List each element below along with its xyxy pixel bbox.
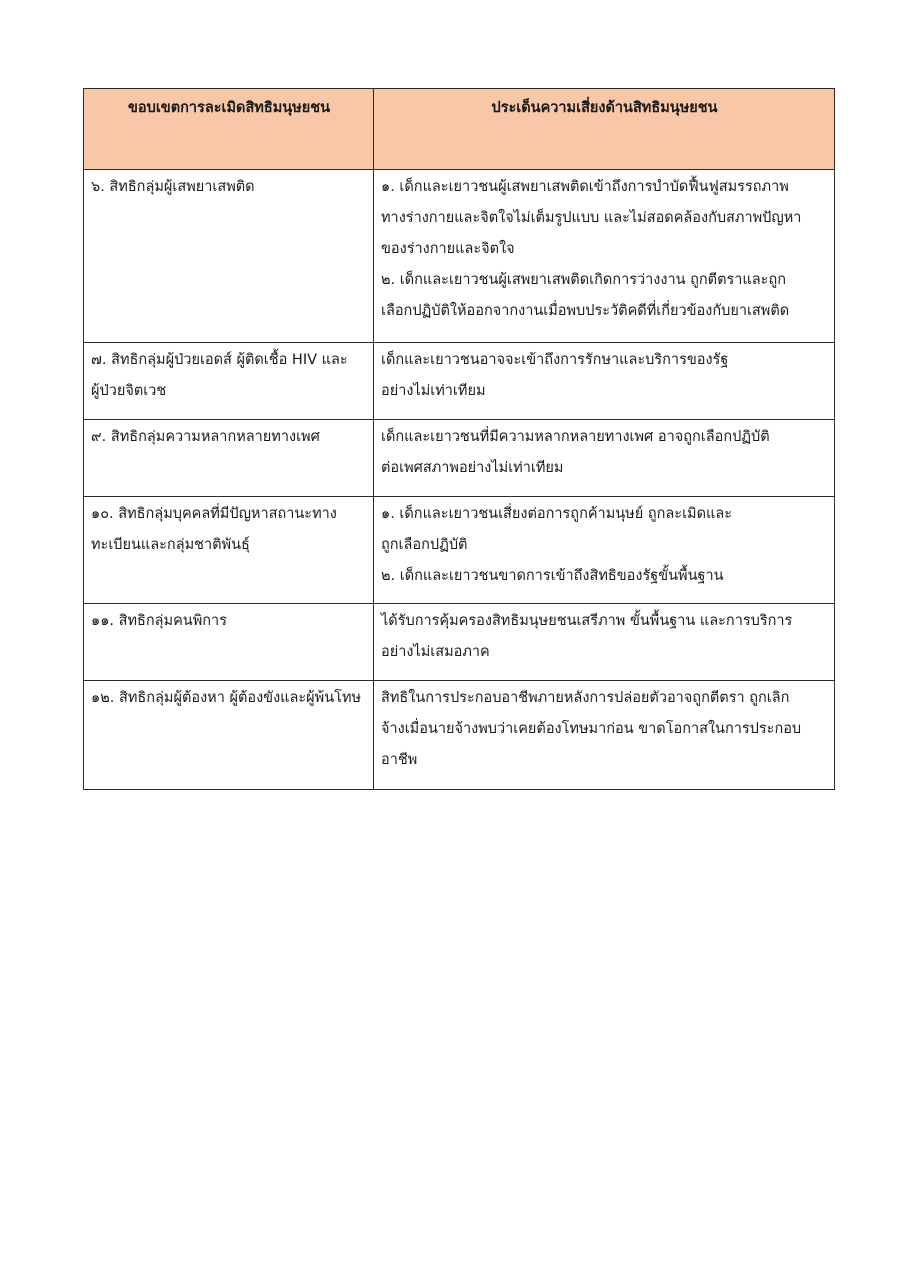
risk-cell [374, 343, 835, 420]
header-risk: ประเด็นความเสี่ยงด้านสิทธิมนุษยชน [374, 89, 835, 170]
scope-cell [84, 497, 374, 604]
risk-line: ได้รับการคุ้มครองสิทธิมนุษยชนเสรีภาพ ขั้นพื้นฐาน และการบริการ [381, 613, 793, 629]
risk-line: สิทธิในการประกอบอาชีพภายหลังการปล่อยตัวอาจถูกตีตรา ถูกเลิก [381, 690, 790, 706]
table-row [84, 604, 835, 681]
rights-risk-table [83, 88, 835, 790]
scope-line: ๙. สิทธิกลุ่มความหลากหลายทางเพศ [91, 429, 320, 445]
scope-line: ๑๐. สิทธิกลุ่มบุคคลที่มีปัญหาสถานะทาง [91, 506, 337, 522]
risk-line: ๒. เด็กและเยาวชนผู้เสพยาเสพติดเกิดการว่างงาน ถูกตีตราและถูก [381, 272, 787, 288]
risk-line: อย่างไม่เท่าเทียม [381, 383, 486, 399]
risk-line: ทางร่างกายและจิตใจไม่เต็มรูปแบบ และไม่สอดคล้องกับสภาพปัญหา [381, 210, 802, 226]
risk-line: ๑. เด็กและเยาวชนผู้เสพยาเสพติดเข้าถึงการบำบัดฟื้นฟูสมรรถภาพ [381, 179, 789, 195]
header-scope: ขอบเขตการละเมิดสิทธิมนุษยชน [84, 89, 374, 170]
table-row [84, 343, 835, 420]
table-row [84, 420, 835, 497]
risk-line: ๒. เด็กและเยาวชนขาดการเข้าถึงสิทธิของรัฐขั้นพื้นฐาน [381, 568, 724, 584]
scope-cell [84, 343, 374, 420]
scope-cell [84, 420, 374, 497]
risk-line: อาชีพ [381, 752, 418, 768]
risk-cell [374, 681, 835, 790]
risk-line: จ้างเมื่อนายจ้างพบว่าเคยต้องโทษมาก่อน ขาดโอกาสในการประกอบ [381, 721, 802, 737]
table-row [84, 170, 835, 343]
risk-line: ถูกเลือกปฏิบัติ [381, 537, 468, 553]
scope-cell [84, 604, 374, 681]
risk-cell [374, 420, 835, 497]
scope-line: ทะเบียนและกลุ่มชาติพันธุ์ [91, 537, 250, 553]
scope-line: ผู้ป่วยจิตเวช [91, 383, 167, 399]
risk-line: เด็กและเยาวชนที่มีความหลากหลายทางเพศ อาจถูกเลือกปฏิบัติ [381, 429, 770, 445]
risk-line: เด็กและเยาวชนอาจจะเข้าถึงการรักษาและบริการของรัฐ [381, 352, 729, 368]
scope-line: ๑๑. สิทธิกลุ่มคนพิการ [91, 613, 227, 629]
scope-cell [84, 170, 374, 343]
risk-cell [374, 497, 835, 604]
table-row [84, 497, 835, 604]
scope-line: ๑๒. สิทธิกลุ่มผู้ต้องหา ผู้ต้องขังและผู้พ้นโทษ [91, 690, 362, 706]
table-header-row [84, 89, 835, 170]
risk-line: ต่อเพศสภาพอย่างไม่เท่าเทียม [381, 460, 564, 476]
table-row [84, 681, 835, 790]
risk-cell [374, 604, 835, 681]
risk-line: อย่างไม่เสมอภาค [381, 644, 490, 660]
risk-line: เลือกปฏิบัติให้ออกจากงานเมื่อพบประวัติคดีที่เกี่ยวข้องกับยาเสพติด [381, 303, 790, 319]
risk-line: ของร่างกายและจิตใจ [381, 241, 515, 257]
risk-line: ๑. เด็กและเยาวชนเสี่ยงต่อการถูกค้ามนุษย์ ถูกละเมิดและ [381, 506, 733, 522]
scope-cell [84, 681, 374, 790]
scope-line: ๖. สิทธิกลุ่มผู้เสพยาเสพติด [91, 179, 255, 195]
scope-line: ๗. สิทธิกลุ่มผู้ป่วยเอดส์ ผู้ติดเชื้อ HIV และ [91, 352, 348, 368]
risk-cell [374, 170, 835, 343]
